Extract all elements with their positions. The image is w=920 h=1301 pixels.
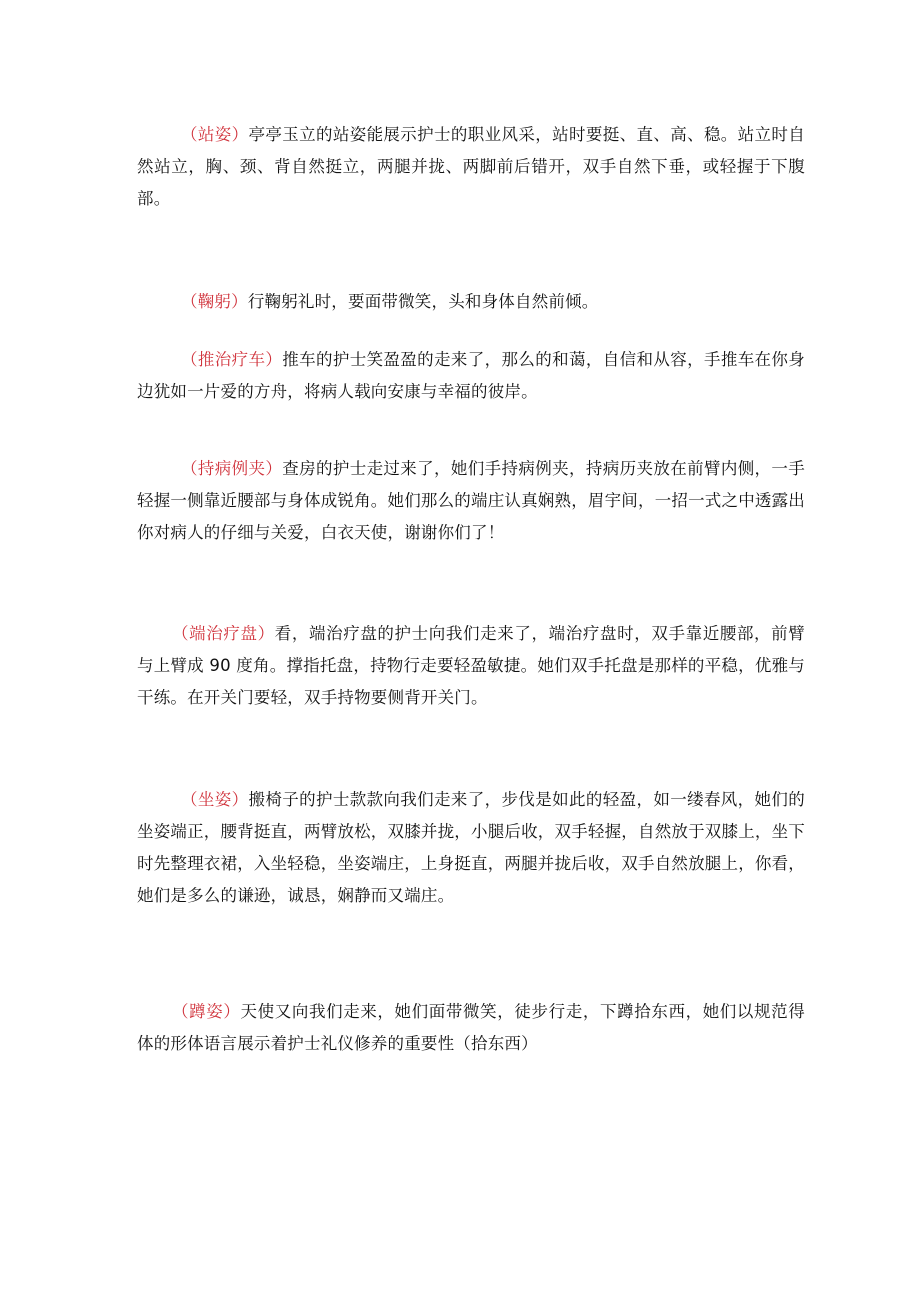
paragraph-text: 查房的护士走过来了，她们手持病例夹，持病历夹放在前臂内侧，一手轻握一侧靠近腰部与身体成锐角。她们那么的端庄认真娴熟，眉宇间，一招一式之中透露出你对病人的仔细与关爱，白衣天使，谢谢你们了！ [137,459,805,542]
paragraph-pushing-cart [137,344,805,408]
paragraph-text: 天使又向我们走来，她们面带微笑，徒步行走，下蹲拾东西，她们以规范得体的形体语言展示着护士礼仪修养的重要性（拾东西） [137,1002,805,1053]
paragraph-bowing [137,286,805,318]
section-tag: （蹲姿） [172,1002,241,1021]
section-tag: （端治疗盘） [172,624,275,643]
section-tag: （鞠躬） [181,292,248,311]
paragraph-squatting-posture [137,996,805,1060]
section-tag: （站姿） [181,125,249,144]
section-tag: （持病例夹） [181,459,283,478]
paragraph-text: 亭亭玉立的站姿能展示护士的职业风采，站时要挺、直、高、稳。站立时自然站立，胸、颈、背自然挺立，两腿并拢、两脚前后错开，双手自然下垂，或轻握于下腹部。 [137,125,805,208]
paragraph-sitting-posture [137,784,805,912]
paragraph-text: 看，端治疗盘的护士向我们走来了，端治疗盘时，双手靠近腰部，前臂与上臂成 90 度角。撑指托盘，持物行走要轻盈敏捷。她们双手托盘是那样的平稳，优雅与干练。在开关门要轻，双手持物要侧背开关门。 [137,624,805,707]
paragraph-carrying-tray [137,618,805,714]
paragraph-text: 行鞠躬礼时，要面带微笑，头和身体自然前倾。 [247,292,599,311]
section-tag: （坐姿） [181,790,249,809]
paragraph-text: 推车的护士笑盈盈的走来了，那么的和蔼，自信和从容，手推车在你身边犹如一片爱的方舟，将病人载向安康与幸福的彼岸。 [137,350,805,401]
paragraph-holding-case-folder [137,453,805,549]
paragraph-text: 搬椅子的护士款款向我们走来了，步伐是如此的轻盈，如一缕春风，她们的坐姿端正，腰背挺直，两臂放松，双膝并拢，小腿后收，双手轻握，自然放于双膝上，坐下时先整理衣裙，入坐轻稳，坐姿端庄，上身挺直，两腿并拢后收，双手自然放腿上，你看，她们是多么的谦逊，诚恳，娴静而又端庄。 [137,790,805,905]
section-tag: （推治疗车） [181,350,283,369]
paragraph-standing-posture [137,119,805,215]
